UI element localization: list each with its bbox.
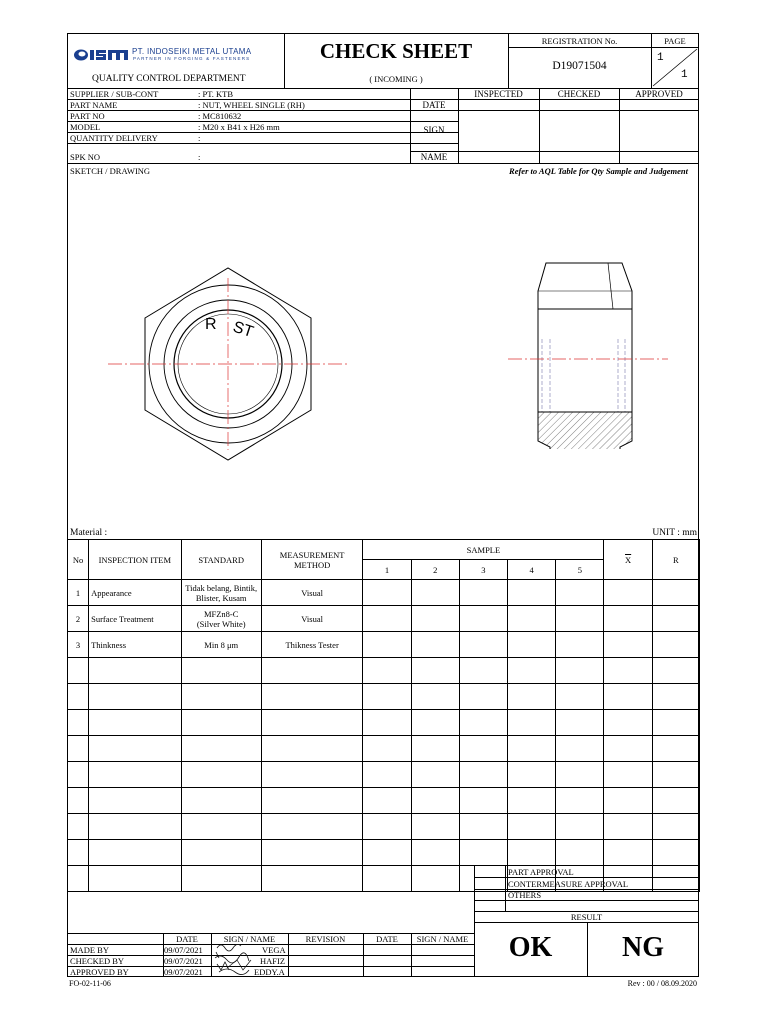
part-approval-label: PART APPROVAL [508,867,574,877]
table-row-empty [68,762,700,788]
table-row-empty [68,684,700,710]
revision-sign-header: SIGN / NAME [416,934,469,944]
signoff-sign-label: SIGN [423,125,445,135]
col-header-method [261,540,362,580]
sign-name-header: SIGN / NAME [223,934,276,944]
info-value-spk: : [198,152,201,162]
form-title: CHECK SHEET [319,39,473,63]
table-row [68,606,700,632]
inspection-table [67,539,700,892]
page-label: PAGE [664,36,686,46]
info-value-quantity: : [198,133,201,143]
aql-note: Refer to AQL Table for Qty Sample and Judgement [509,166,688,176]
row-standard: Tidak belang, Bintik, Blister, Kusam [181,580,261,606]
info-value-part-name: : NUT, WHEEL SINGLE (RH) [198,100,305,110]
form-subtitle: ( INCOMING ) [369,74,423,84]
company-logo [72,46,130,62]
revision-date-header: DATE [376,934,398,944]
approved-by-name: EDDY.A [254,967,285,977]
table-row-empty [68,814,700,840]
signoff-name-label: NAME [420,152,448,162]
method-header-line2: METHOD [293,559,331,570]
info-value-model: : M20 x B41 x H26 mm [198,122,280,132]
sign-date-header: DATE [176,934,198,944]
checked-by-name: HAFIZ [260,956,286,966]
marking-st: ST [230,318,256,342]
made-by-name: VEGA [262,945,286,955]
row-no: 2 [68,606,89,632]
table-row-empty [68,840,700,866]
row-method: Visual [261,580,362,606]
row-item: Surface Treatment [89,606,181,632]
checked-by-date: 09/07/2021 [164,956,203,966]
table-row [68,580,700,606]
registration-label: REGISTRATION No. [541,36,618,46]
checked-by-label: CHECKED BY [70,956,125,966]
method-header-line1: MEASUREMENT [279,549,345,560]
marking-r: R [205,316,217,333]
row-standard: MFZn8-C (Silver White) [181,606,261,632]
sample-col-4: 4 [508,560,556,580]
row-no: 3 [68,632,89,658]
table-row-empty [68,658,700,684]
info-label-quantity: QUANTITY DELIVERY [70,133,158,143]
signoff-checked-header: CHECKED [557,89,601,99]
row-standard: Min 8 μm [181,632,261,658]
table-row [68,632,700,658]
row-item: Appearance [89,580,181,606]
registration-number: D19071504 [552,60,607,72]
info-value-part-no: : MC810632 [198,111,242,121]
result-ng: NG [622,932,664,963]
col-header-no: No [68,540,89,580]
result-label: RESULT [570,912,603,922]
info-label-supplier: SUPPLIER / SUB-CONT [70,89,159,99]
signoff-inspected-header: INSPECTED [474,89,523,99]
approved-by-date: 09/07/2021 [164,967,203,977]
revision-number: Rev : 00 / 08.09.2020 [627,979,697,988]
row-method: Visual [261,606,362,632]
result-ok: OK [508,932,553,963]
table-row-empty [68,710,700,736]
others-label: OTHERS [508,890,542,900]
sketch-label: SKETCH / DRAWING [70,166,151,176]
sample-col-2: 2 [411,560,459,580]
company-tagline: PARTNER IN FORGING & FASTENERS [133,56,251,61]
made-by-label: MADE BY [70,945,109,955]
nut-section-view [478,259,688,449]
sample-col-1: 1 [363,560,411,580]
revision-header: REVISION [305,934,346,944]
row-item: Thinkness [89,632,181,658]
form-number: FO-02-11-06 [69,979,111,988]
company-name: PT. INDOSEIKI METAL UTAMA [132,47,252,56]
col-header-item: INSPECTION ITEM [89,540,181,580]
signoff-approved-header: APPROVED [635,89,683,99]
approved-by-label: APPROVED BY [70,967,129,977]
department-name: QUALITY CONTROL DEPARTMENT [92,74,246,84]
unit-label: UNIT : mm [652,528,697,538]
col-header-sample: SAMPLE [363,540,604,560]
check-sheet-form [67,33,699,988]
table-row-empty [68,788,700,814]
page-current: 1 [657,52,664,64]
col-header-r: R [652,540,699,580]
info-label-part-name: PART NAME [70,100,118,110]
nut-front-view [108,264,348,464]
signoff-date-label: DATE [422,100,446,110]
table-row-empty [68,736,700,762]
info-label-part-no: PART NO [70,111,105,121]
col-header-xbar: $\overline{X}$ [604,540,652,580]
page-total: 1 [681,69,688,81]
info-label-spk: SPK NO [70,152,100,162]
col-header-standard: STANDARD [181,540,261,580]
row-method: Thikness Tester [261,632,362,658]
row-no: 1 [68,580,89,606]
sample-col-5: 5 [556,560,604,580]
sample-col-3: 3 [459,560,507,580]
handwritten-signatures [211,938,261,978]
info-value-supplier: : PT. KTB [198,89,234,99]
material-label: Material : [70,528,108,538]
made-by-date: 09/07/2021 [164,945,203,955]
countermeasure-label: CONTERMEASURE APPROVAL [508,879,629,889]
info-label-model: MODEL [70,122,101,132]
